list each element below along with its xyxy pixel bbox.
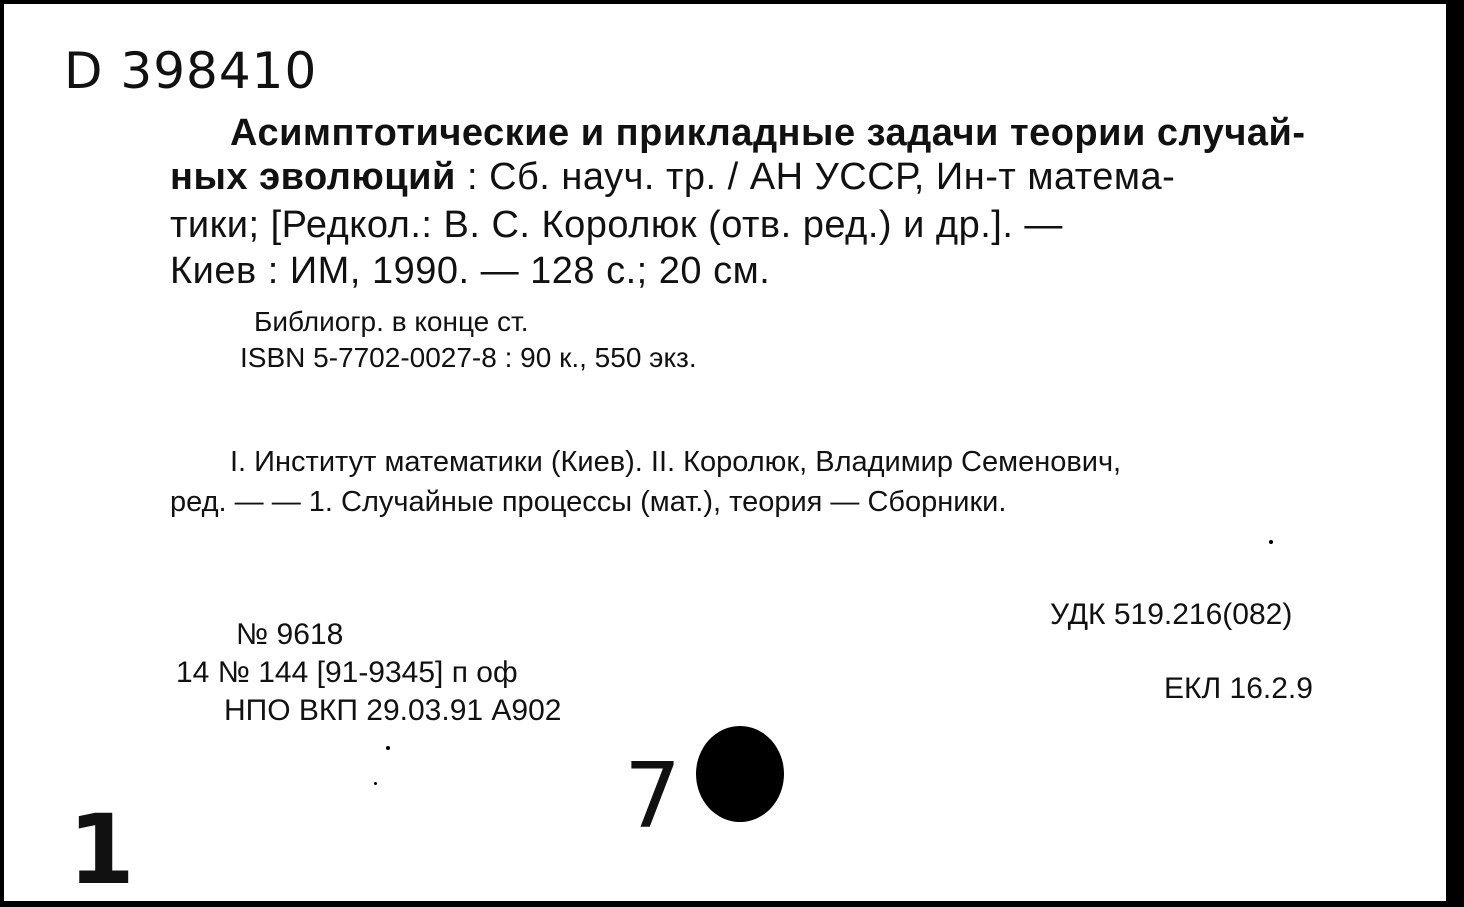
call-number: D 398410 [64,42,318,100]
stray-dot-2 [386,746,390,750]
udc-line: УДК 519.216(082) [1050,598,1293,631]
publisher-line: НПО ВКП 29.03.91 А902 [224,694,562,727]
title-line-1 [230,112,1306,155]
title-line-3: тики; [Редкол.: В. С. Королюк (отв. ред.) и др.]. — [170,204,1063,246]
title-line-2 [170,156,1175,199]
card-number: № 9618 [236,618,344,651]
title-line-2-rest: : Сб. науч. тр. / АН УССР, Ин-т матема- [455,156,1176,198]
title-line-4: Киев : ИМ, 1990. — 128 с.; 20 см. [170,250,771,292]
tracing-line-2: ред. — — 1. Случайные процессы (мат.), теория — Сборники. [170,486,1007,518]
handwritten-center-mark: 7 [624,744,682,849]
stray-dot-3 [374,782,377,785]
punch-hole-dot [694,724,790,824]
title-bold-part-1: Асимптотические и прикладные задачи теории случай- [230,112,1306,154]
ekl-line: ЕКЛ 16.2.9 [1164,672,1313,705]
title-bold-part-2: ных эволюций [170,156,456,198]
handwritten-left-mark: 1 [68,794,135,906]
order-line: 14 № 144 [91-9345] п оф [176,656,518,689]
isbn-line: ISBN 5-7702-0027-8 : 90 к., 550 экз. [240,342,697,373]
stray-dot-1 [1269,540,1273,544]
bibliography-note: Библиогр. в конце ст. [254,306,529,337]
tracing-line-1: I. Институт математики (Киев). II. Королюк, Владимир Семенович, [230,446,1122,478]
